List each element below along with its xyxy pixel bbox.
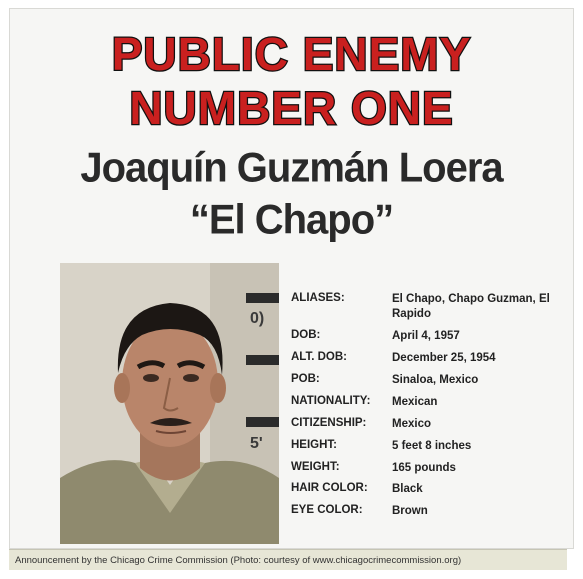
fact-label: HAIR COLOR: (291, 482, 368, 494)
mugshot-photo (60, 263, 279, 544)
fact-value: Brown (392, 505, 428, 517)
subject-name: Joaquín Guzmán Loera (80, 144, 503, 192)
fact-value: Mexico (392, 418, 431, 430)
fact-label: NATIONALITY: (291, 395, 371, 407)
fact-value: Sinaloa, Mexico (392, 374, 479, 386)
fact-label: EYE COLOR: (291, 504, 363, 516)
fact-label: WEIGHT: (291, 461, 340, 473)
headline-line-1: PUBLIC ENEMY (111, 28, 472, 80)
fact-label: ALT. DOB: (291, 351, 348, 363)
fact-label: DOB: (291, 329, 321, 341)
photo-caption: Announcement by the Chicago Crime Commission (Photo: courtesy of www.chicagocrimecommission.org) (9, 549, 567, 570)
subject-nickname: “El Chapo” (189, 196, 394, 244)
fact-value: December 25, 1954 (392, 352, 496, 364)
fact-value: Black (392, 483, 423, 495)
headline-line-2: NUMBER ONE (129, 82, 454, 134)
fact-value: 5 feet 8 inches (392, 440, 472, 452)
fact-label: POB: (291, 373, 320, 385)
wanted-poster (9, 8, 574, 549)
svg-text:0): 0) (250, 310, 265, 327)
fact-label: HEIGHT: (291, 439, 337, 451)
fact-value: Mexican (392, 396, 438, 408)
fact-value: April 4, 1957 (392, 330, 460, 342)
fact-label: ALIASES: (291, 292, 345, 304)
fact-label: CITIZENSHIP: (291, 417, 367, 429)
fact-value: El Chapo, Chapo Guzman, El Rapido (392, 293, 550, 320)
fact-value: 165 pounds (392, 462, 456, 474)
svg-text:5': 5' (250, 435, 263, 452)
mugshot-illustration (60, 263, 279, 544)
